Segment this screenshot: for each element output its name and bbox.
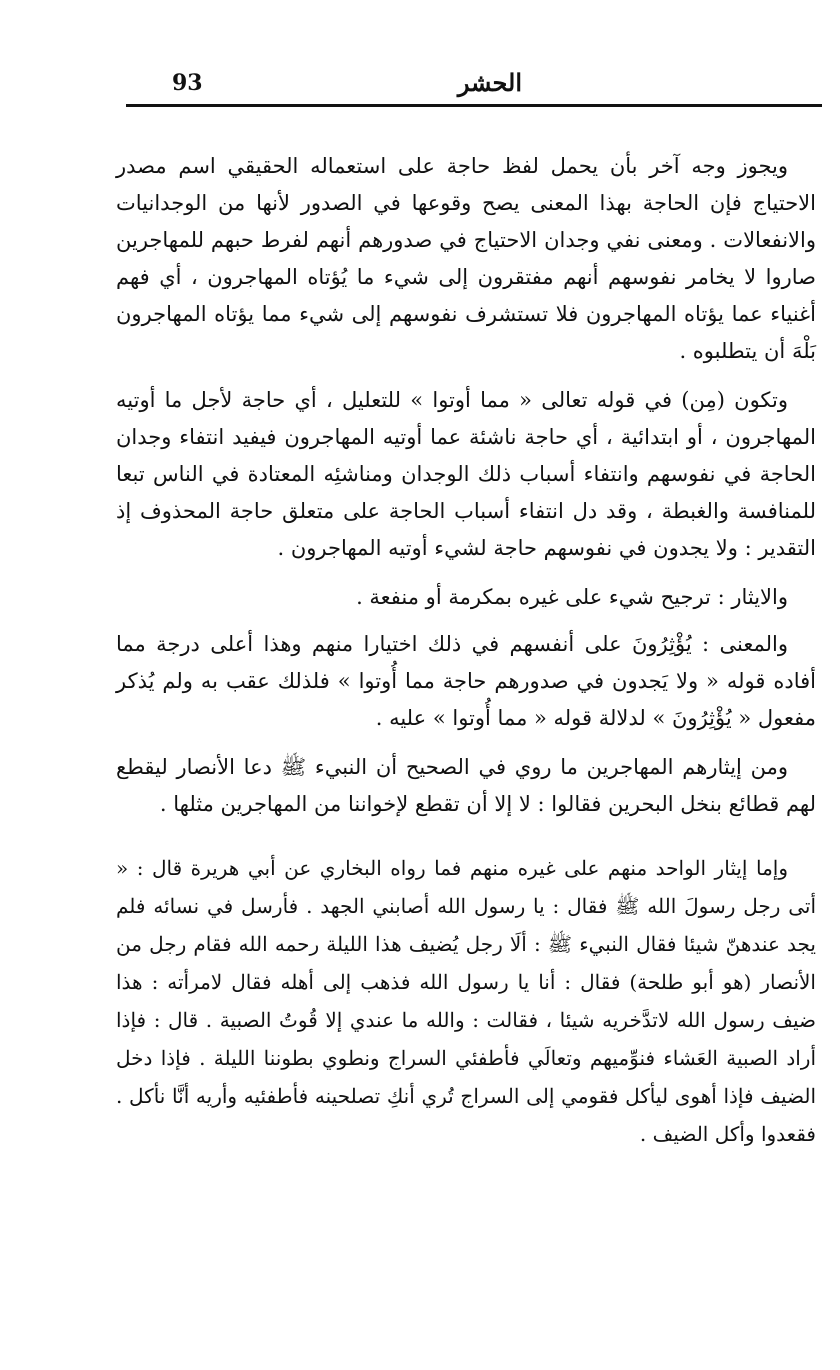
paragraph-4: والمعنى : يُؤْثِرُونَ على أنفسهم في ذلك اختيارا منهم وهذا أعلى درجة مما أفاده قوله « ولا يَجدون في صدورهم حاجة مما أُوتوا » فلذلك عقب به ولم يُذكر مفعول « يُؤْثِرُونَ » لدلالة قوله « مما أُوتوا » عليه . (116, 632, 816, 730)
paragraph-3: والايثار : ترجيح شيء على غيره بمكرمة أو منفعة . (356, 585, 788, 609)
paragraph-1: ويجوز وجه آخر بأن يحمل لفظ حاجة على استعماله الحقيقي اسم مصدر الاحتياج فإن الحاجة بهذا المعنى يصح وقوعها في الصدور لأنها من الوجدانيات والانفعالات . ومعنى نفي وجدان الاحتياج في صدورهم أنهم لفرط حبهم للمهاجرين صاروا لا يخامر نفوسهم أنهم مفتقرون إلى شيء ما يُؤتاه المهاجرون ، أي فهم أغنياء عما يؤتاه المهاجرون فلا تستشرف نفوسهم إلى شيء مما يؤتاه المهاجرون بَلْهَ أن يتطلبوه . (116, 154, 816, 363)
paragraph-5: ومن إيثارهم المهاجرين ما روي في الصحيح أن النبيء ﷺ دعا الأنصار ليقطع لهم قطائع بنخل البحرين فقالوا : لا إلا أن تقطع لإخواننا من المهاجرين مثلها . (116, 755, 816, 816)
paragraph-2: وتكون (مِن) في قوله تعالى « مما أوتوا » للتعليل ، أي حاجة لأجل ما أوتيه المهاجرون ، أو ابتدائية ، أي حاجة ناشئة عما أوتيه المهاجرون فيفيد انتفاء وجدان الحاجة في نفوسهم وانتفاء أسباب ذلك الوجدان ومناشئِه المعتادة في الناس تبعا للمنافسة والغبطة ، وقد دل انتفاء أسباب الحاجة على متعلق حاجة المحذوف إذ التقدير : ولا يجدون في نفوسهم حاجة لشيء أوتيه المهاجرون . (116, 388, 816, 560)
page-body (116, 148, 816, 1165)
running-title: الحشر (457, 68, 522, 97)
page-header (126, 64, 822, 104)
paragraph-6: وإما إيثار الواحد منهم على غيره منهم فما رواه البخاري عن أبي هريرة قال : « أتى رجل رسولَ الله ﷺ فقال : يا رسول الله أصابني الجهد . فأرسل في نسائه فلم يجد عندهنّ شيئا فقال النبيء ﷺ : ألَا رجل يُضيف هذا الليلة رحمه الله فقام رجل من الأنصار (هو أبو طلحة) فقال : أنا يا رسول الله فذهب إلى أهله فقال لامرأته : هذا ضيف رسول الله لاتدَّخريه شيئا ، فقالت : والله ما عندي إلا قُوتُ الصبية . قال : فإذا أراد الصبية العَشاء فنوِّميهم وتعالَي فأطفئي السراج ونطوي بطوننا الليلة . فإذا دخل الضيف فإذا أهوى ليأكل فقومي إلى السراج تُري أنكِ تصلحينه فأطفئيه وأريه أنَّا نأكل . فقعدوا وأكل الضيف . (116, 856, 817, 1146)
page-number: 93 (172, 70, 203, 96)
header-rule (126, 104, 822, 107)
